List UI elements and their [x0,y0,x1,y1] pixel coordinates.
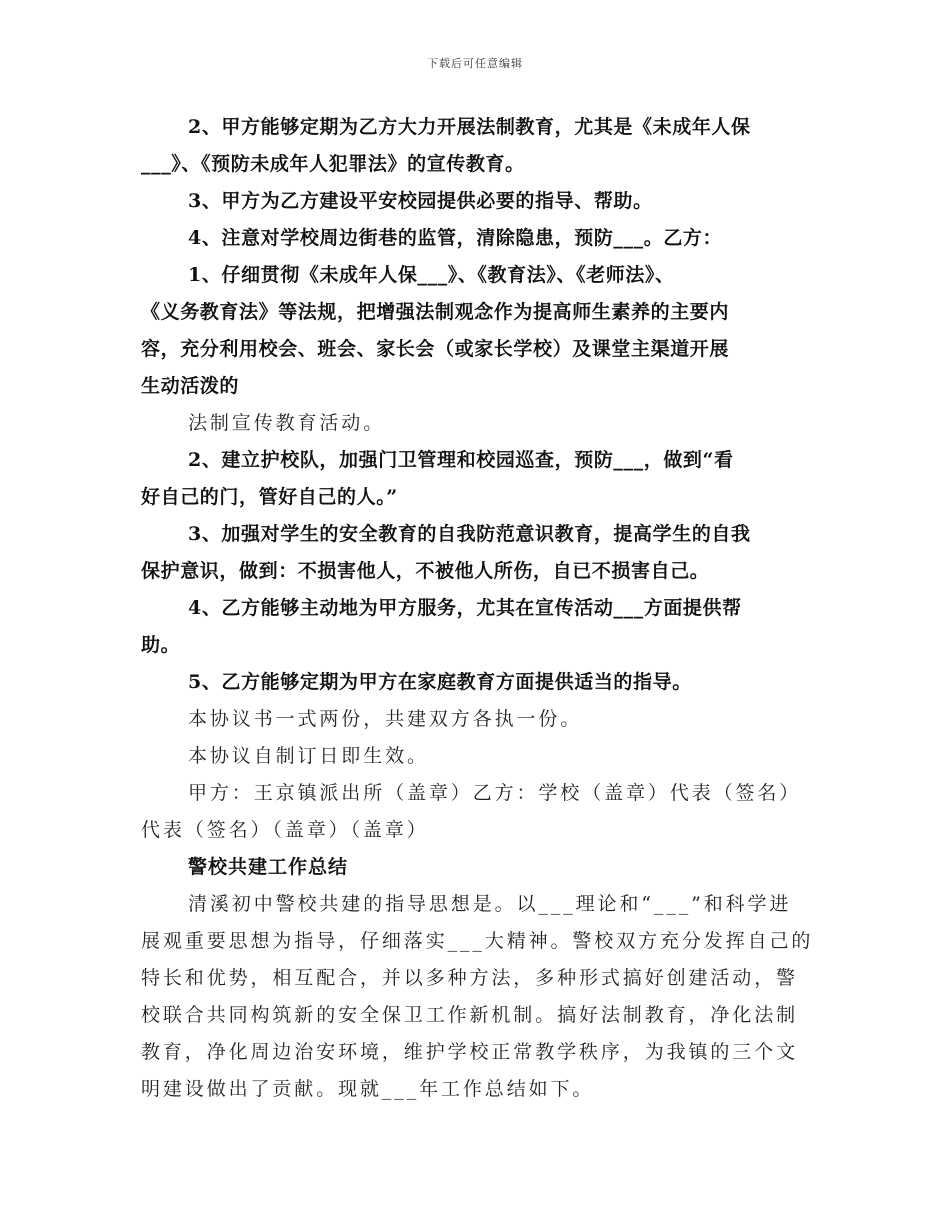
clause-yi-1-line-4: 生动活泼的 [141,375,240,397]
summary-line-2: 展观重要思想为指导，仔细落实___大精神。警校双方充分发挥自己的 [141,930,814,952]
clause-yi-4-line-2: 助。 [141,634,181,656]
clause-yi-1-line-3: 容，充分利用校会、班会、家长会（或家长学校）及课堂主渠道开展 [141,338,730,360]
clause-jia-2-line-2: ___》、《预防未成年人犯罪法》的宣传教育。 [141,153,525,175]
clause-yi-3-line-1: 3、加强对学生的安全教育的自我防范意识教育，提高学生的自我 [188,523,751,545]
agreement-effective: 本协议自制订日即生效。 [188,745,429,767]
clause-jia-2-line-1: 2、甲方能够定期为乙方大力开展法制教育，尤其是《未成年人保 [188,116,751,138]
clause-yi-1-line-1: 1、仔细贯彻《未成年人保___》、《教育法》、《老师法》、 [188,264,675,286]
clause-yi-4-line-1: 4、乙方能够主动地为甲方服务，尤其在宣传活动___方面提供帮 [188,597,742,619]
summary-line-1: 清溪初中警校共建的指导思想是。以___理论和“___”和科学进 [188,893,792,915]
summary-line-6: 明建设做出了贡献。现就___年工作总结如下。 [141,1078,595,1100]
page-header: 下载后可任意编辑 [427,57,523,70]
signature-line-1: 甲方：王京镇派出所（盖章）乙方：学校（盖章）代表（签名） [188,782,802,804]
clause-yi-2-line-1: 2、建立护校队，加强门卫管理和校园巡查，预防___，做到“看 [188,449,734,471]
clause-yi-1-line-2: 《义务教育法》等法规，把增强法制观念作为提高师生素养的主要内 [141,301,730,323]
clause-jia-3: 3、甲方为乙方建设平安校园提供必要的指导、帮助。 [188,190,653,212]
agreement-copies: 本协议书一式两份，共建双方各执一份。 [188,708,583,730]
clause-yi-5: 5、乙方能够定期为甲方在家庭教育方面提供适当的指导。 [188,671,692,693]
summary-line-3: 特长和优势，相互配合，并以多种方法，多种形式搞好创建活动，警 [141,967,799,989]
clause-yi-2-line-2: 好自己的门，管好自己的人。” [141,486,398,508]
section-title: 警校共建工作总结 [188,856,349,878]
summary-line-4: 校联合共同构筑新的安全保卫工作新机制。搞好法制教育，净化法制 [141,1004,799,1026]
summary-line-5: 教育，净化周边治安环境，维护学校正常教学秩序，为我镇的三个文 [141,1041,799,1063]
clause-yi-3-line-2: 保护意识，做到：不损害他人，不被他人所伤，自已不损害自己。 [141,560,710,582]
clause-jia-4: 4、注意对学校周边街巷的监管，清除隐患，预防___。乙方： [188,227,723,249]
signature-line-2: 代表（签名）（盖章）（盖章） [141,819,429,841]
clause-yi-1-line-5: 法制宣传教育活动。 [188,412,386,434]
